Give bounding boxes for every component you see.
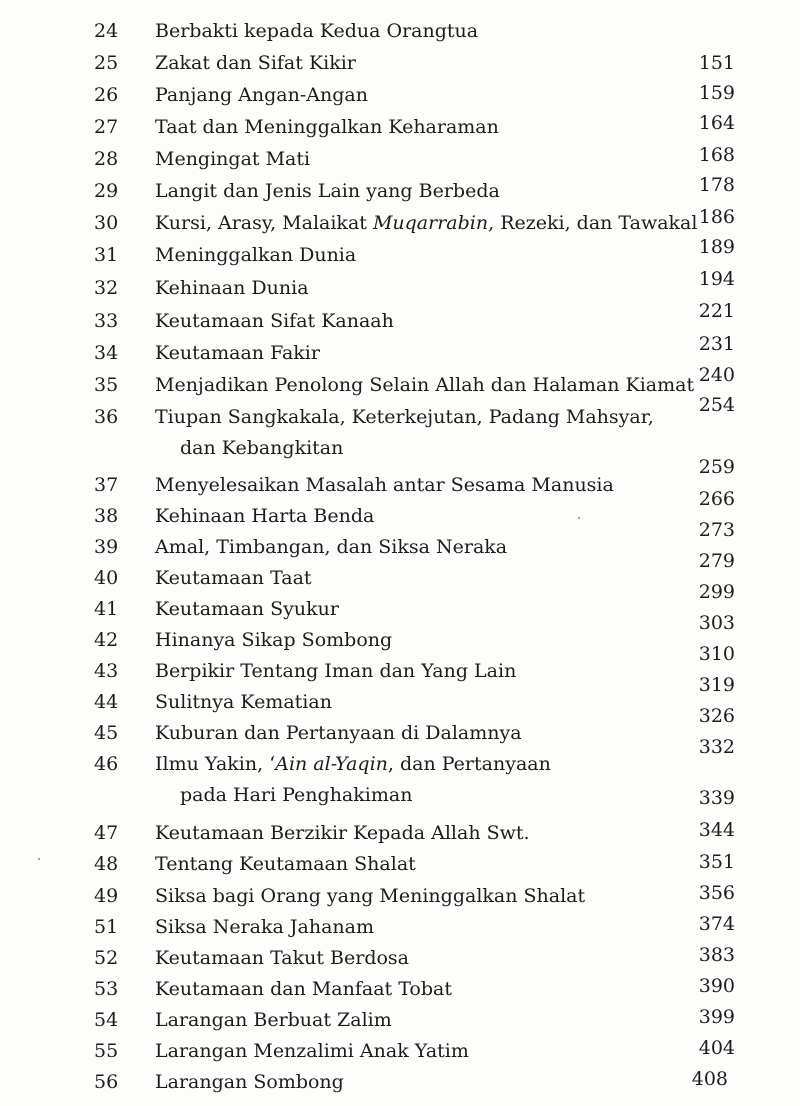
chapter-number: 32 — [94, 277, 119, 299]
chapter-title: Keutamaan dan Manfaat Tobat — [155, 978, 452, 1000]
chapter-title: Keutamaan Fakir — [155, 342, 320, 364]
chapter-number: 43 — [94, 660, 119, 682]
chapter-title: Taat dan Meninggalkan Keharaman — [155, 116, 499, 138]
page-number: 186 — [698, 206, 735, 228]
chapter-number: 42 — [94, 629, 119, 651]
chapter-number: 31 — [94, 244, 119, 266]
page-number: 399 — [698, 1006, 735, 1028]
chapter-number: 25 — [94, 52, 119, 74]
page-number: 231 — [698, 333, 735, 355]
chapter-title: Hinanya Sikap Sombong — [155, 629, 393, 651]
page-number: 151 — [698, 52, 735, 74]
chapter-title-line2: dan Kebangkitan — [180, 437, 344, 459]
chapter-title: Keutamaan Taat — [155, 567, 312, 589]
chapter-title: Larangan Berbuat Zalim — [155, 1009, 392, 1031]
chapter-title: Sulitnya Kematian — [155, 691, 332, 713]
page-number: 303 — [698, 612, 735, 634]
chapter-title: Kehinaan Harta Benda — [155, 505, 375, 527]
page-number: 310 — [698, 643, 735, 665]
chapter-title: Berbakti kepada Kedua Orangtua — [155, 20, 479, 42]
chapter-title: Siksa Neraka Jahanam — [155, 916, 374, 938]
chapter-number: 35 — [94, 374, 119, 396]
chapter-title-part: , dan Pertanyaan — [387, 753, 551, 775]
chapter-title — [155, 210, 697, 236]
chapter-number: 30 — [94, 212, 119, 234]
chapter-number: 52 — [94, 947, 119, 969]
chapter-number: 48 — [94, 853, 119, 875]
scan-speck — [38, 858, 40, 860]
chapter-number: 44 — [94, 691, 119, 713]
chapter-number: 33 — [94, 310, 119, 332]
chapter-title: Keutamaan Sifat Kanaah — [155, 310, 394, 332]
page-number: 383 — [698, 944, 735, 966]
chapter-title: Kuburan dan Pertanyaan di Dalamnya — [155, 722, 522, 744]
page-number: 189 — [698, 236, 735, 258]
page-number: 408 — [691, 1068, 728, 1090]
page-number: 254 — [698, 394, 735, 416]
chapter-number: 53 — [94, 978, 119, 1000]
chapter-title: Mengingat Mati — [155, 148, 311, 170]
page-number: 259 — [698, 456, 735, 478]
chapter-number: 46 — [94, 753, 119, 775]
chapter-number: 40 — [94, 567, 119, 589]
chapter-title — [155, 751, 551, 777]
chapter-number: 54 — [94, 1009, 119, 1031]
chapter-number: 27 — [94, 116, 119, 138]
chapter-title: Menjadikan Penolong Selain Allah dan Halaman Kiamat — [155, 374, 695, 396]
chapter-title: Siksa bagi Orang yang Meninggalkan Shalat — [155, 885, 586, 907]
chapter-title: Tiupan Sangkakala, Keterkejutan, Padang Mahsyar, — [155, 406, 654, 428]
page-number: 332 — [698, 736, 735, 758]
chapter-number: 29 — [94, 180, 119, 202]
page-number: 356 — [698, 882, 735, 904]
chapter-number: 24 — [94, 20, 119, 42]
page-number: 164 — [698, 112, 735, 134]
chapter-title: Keutamaan Syukur — [155, 598, 339, 620]
page-number: 344 — [698, 819, 735, 841]
scan-speck — [578, 517, 580, 519]
page-number: 194 — [698, 268, 735, 290]
chapter-title: Keutamaan Berzikir Kepada Allah Swt. — [155, 822, 530, 844]
chapter-number: 28 — [94, 148, 119, 170]
toc-entry — [0, 394, 800, 464]
page-number: 279 — [698, 550, 735, 572]
chapter-number: 34 — [94, 342, 119, 364]
chapter-title: Amal, Timbangan, dan Siksa Neraka — [155, 536, 508, 558]
chapter-title: Larangan Menzalimi Anak Yatim — [155, 1040, 469, 1062]
page-number: 374 — [698, 913, 735, 935]
chapter-title-line2: pada Hari Penghakiman — [180, 784, 413, 806]
page-number: 339 — [698, 787, 735, 809]
chapter-title: Berpikir Tentang Iman dan Yang Lain — [155, 660, 517, 682]
page-number: 159 — [698, 82, 735, 104]
page-number: 299 — [698, 581, 735, 603]
chapter-number: 51 — [94, 916, 119, 938]
page-number: 240 — [698, 364, 735, 386]
chapter-title: Meninggalkan Dunia — [155, 244, 357, 266]
chapter-number: 39 — [94, 536, 119, 558]
page-number: 168 — [698, 144, 735, 166]
chapter-number: 38 — [94, 505, 119, 527]
page-number: 273 — [698, 519, 735, 541]
page-number: 221 — [698, 300, 735, 322]
page-number: 404 — [698, 1037, 735, 1059]
chapter-title: Panjang Angan-Angan — [155, 84, 368, 106]
chapter-number: 55 — [94, 1040, 119, 1062]
chapter-number: 47 — [94, 822, 119, 844]
chapter-title: Kehinaan Dunia — [155, 277, 309, 299]
chapter-title: Keutamaan Takut Berdosa — [155, 947, 409, 969]
chapter-number: 45 — [94, 722, 119, 744]
page-number: 266 — [698, 488, 735, 510]
page-number: 390 — [698, 975, 735, 997]
chapter-title: Larangan Sombong — [155, 1071, 344, 1093]
chapter-title: Langit dan Jenis Lain yang Berbeda — [155, 180, 500, 202]
chapter-title: Zakat dan Sifat Kikir — [155, 52, 356, 74]
chapter-title-italic: Muqarrabin — [372, 212, 489, 234]
page-number: 319 — [698, 674, 735, 696]
chapter-number: 26 — [94, 84, 119, 106]
chapter-number: 36 — [94, 406, 119, 428]
chapter-title-part: Ilmu Yakin, ‘ — [155, 753, 276, 775]
chapter-number: 37 — [94, 474, 119, 496]
toc-entry — [0, 736, 800, 811]
chapter-title: Tentang Keutamaan Shalat — [155, 853, 416, 875]
page-number: 351 — [698, 851, 735, 873]
page-number: 178 — [698, 174, 735, 196]
chapter-title-italic: Ain al-Yaqin — [275, 753, 388, 775]
chapter-number: 49 — [94, 885, 119, 907]
chapter-number: 41 — [94, 598, 119, 620]
chapter-title-part: , Rezeki, dan Tawakal — [488, 212, 698, 234]
chapter-number: 56 — [94, 1071, 119, 1093]
page-number: 326 — [698, 705, 735, 727]
chapter-title-part: Kursi, Arasy, Malaikat — [155, 212, 373, 234]
chapter-title: Menyelesaikan Masalah antar Sesama Manusia — [155, 474, 614, 496]
